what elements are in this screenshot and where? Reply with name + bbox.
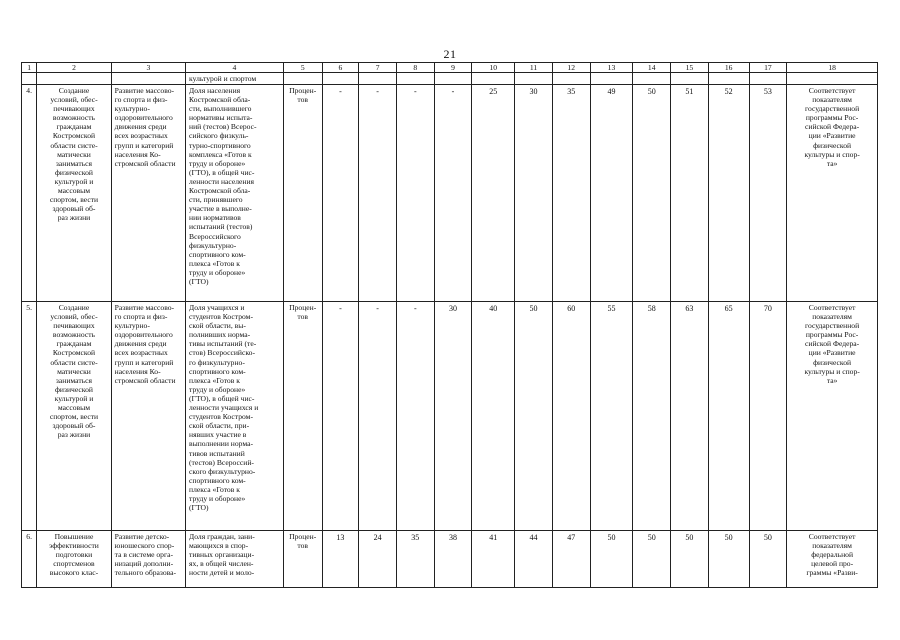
col-header: 8 xyxy=(396,63,434,73)
col-header: 12 xyxy=(552,63,590,73)
row-number: 5. xyxy=(22,302,37,531)
col-header: 2 xyxy=(37,63,111,73)
indicator-cell: Доля населения Костромской обла- сти, выполнившего нормативы испыта- ний (тестов) Всерос- сийского физкуль- турно-спортивного комплекса «Готов к труду и обороне» (ГТО), в общей чис- ленности населения Костромской обла- сти, принявшего участие в выполне- нии нормативов испытаний (тестов) Всероссийского физкультурно- спортивного ком- плекса «Готов к труду и обороне» (ГТО) xyxy=(186,85,284,302)
table-row xyxy=(22,85,878,302)
value-cell: 40 xyxy=(472,302,515,531)
col-header: 1 xyxy=(22,63,37,73)
value-cell: 58 xyxy=(633,302,671,531)
task-cell: Развитие массово- го спорта и физ- культурно- оздоровительного движения среди всех возрастных групп и категорий населения Ко- стромской области xyxy=(111,302,185,531)
col-header: 4 xyxy=(186,63,284,73)
value-cell: 25 xyxy=(472,85,515,302)
row-number: 4. xyxy=(22,85,37,302)
value-cell: 52 xyxy=(708,85,749,302)
goal-cell: Создание условий, обес- печивающих возможность гражданам Костромской области систе- матически заниматься физической культурой и массовым спортом, вести здоровый об- раз жизни xyxy=(37,85,111,302)
note-cell: Соответствует показателям государственной программы Рос- сийской Федера- ции «Развитие физической культуры и спор- та» xyxy=(787,85,878,302)
value-cell: 50 xyxy=(633,85,671,302)
value-cell: 70 xyxy=(749,302,787,531)
value-cell: - xyxy=(359,302,397,531)
table-row xyxy=(22,302,878,531)
col-header: 5 xyxy=(283,63,322,73)
note-cell: Соответствует показателям государственной программы Рос- сийской Федера- ции «Развитие физической культуры и спор- та» xyxy=(787,302,878,531)
value-cell: 13 xyxy=(322,531,359,588)
value-cell: 51 xyxy=(671,85,709,302)
value-cell: 50 xyxy=(633,531,671,588)
value-cell: 50 xyxy=(708,531,749,588)
goal-cell: Создание условий, обес- печивающих возможность гражданам Костромской области систе- матически заниматься физической культурой и массовым спортом, вести здоровый об- раз жизни xyxy=(37,302,111,531)
unit-cell: Процен- тов xyxy=(283,302,322,531)
value-cell: 47 xyxy=(552,531,590,588)
goal-cell: Повышение эффективности подготовки спортсменов высокого клас- xyxy=(37,531,111,588)
value-cell: - xyxy=(322,85,359,302)
col-header: 16 xyxy=(708,63,749,73)
value-cell: 50 xyxy=(749,531,787,588)
value-cell: 38 xyxy=(434,531,472,588)
col-header: 13 xyxy=(590,63,633,73)
task-cell: Развитие детско- юношеского спор- та в системе орга- низаций дополни- тельного образова- xyxy=(111,531,185,588)
continuation-text: культурой и спортом xyxy=(186,73,284,85)
unit-cell: Процен- тов xyxy=(283,85,322,302)
value-cell: 53 xyxy=(749,85,787,302)
value-cell: - xyxy=(434,85,472,302)
indicator-cell: Доля граждан, зани- мающихся в спор- тивных организаци- ях, в общей числен- ности детей и моло- xyxy=(186,531,284,588)
column-number-header xyxy=(22,63,878,73)
page-number: 21 xyxy=(443,47,457,61)
value-cell: - xyxy=(359,85,397,302)
col-header: 11 xyxy=(515,63,553,73)
value-cell: 35 xyxy=(396,531,434,588)
value-cell: 35 xyxy=(552,85,590,302)
indicators-table xyxy=(21,62,878,588)
continuation-row xyxy=(22,73,878,85)
col-header: 10 xyxy=(472,63,515,73)
value-cell: 44 xyxy=(515,531,553,588)
value-cell: 65 xyxy=(708,302,749,531)
col-header: 6 xyxy=(322,63,359,73)
indicator-cell: Доля учащихся и студентов Костром- ской области, вы- полнивших норма- тивы испытаний (те- стов) Всероссийско- го физкультурно- спортивного ком- плекса «Готов к труду и обороне» (ГТО), в общей чис- ленности учащихся и студентов Костром- ской области, при- нявших участие в выполнении норма- тивов испытаний (тестов) Всероссий- ского физкультурно- спортивного ком- плекса «Готов к труду и обороне» (ГТО) xyxy=(186,302,284,531)
value-cell: 50 xyxy=(515,302,553,531)
value-cell: 60 xyxy=(552,302,590,531)
value-cell: - xyxy=(396,302,434,531)
value-cell: 24 xyxy=(359,531,397,588)
value-cell: 49 xyxy=(590,85,633,302)
value-cell: 63 xyxy=(671,302,709,531)
unit-cell: Процен- тов xyxy=(283,531,322,588)
col-header: 17 xyxy=(749,63,787,73)
value-cell: 41 xyxy=(472,531,515,588)
table-row xyxy=(22,531,878,588)
col-header: 14 xyxy=(633,63,671,73)
col-header: 15 xyxy=(671,63,709,73)
value-cell: - xyxy=(396,85,434,302)
value-cell: 50 xyxy=(590,531,633,588)
col-header: 18 xyxy=(787,63,878,73)
value-cell: - xyxy=(322,302,359,531)
value-cell: 50 xyxy=(671,531,709,588)
col-header: 3 xyxy=(111,63,185,73)
value-cell: 30 xyxy=(434,302,472,531)
note-cell: Соответствует показателям федеральной целевой про- граммы «Разви- xyxy=(787,531,878,588)
value-cell: 55 xyxy=(590,302,633,531)
col-header: 9 xyxy=(434,63,472,73)
value-cell: 30 xyxy=(515,85,553,302)
col-header: 7 xyxy=(359,63,397,73)
row-number: 6. xyxy=(22,531,37,588)
task-cell: Развитие массово- го спорта и физ- культурно- оздоровительного движения среди всех возрастных групп и категорий населения Ко- стромской области xyxy=(111,85,185,302)
